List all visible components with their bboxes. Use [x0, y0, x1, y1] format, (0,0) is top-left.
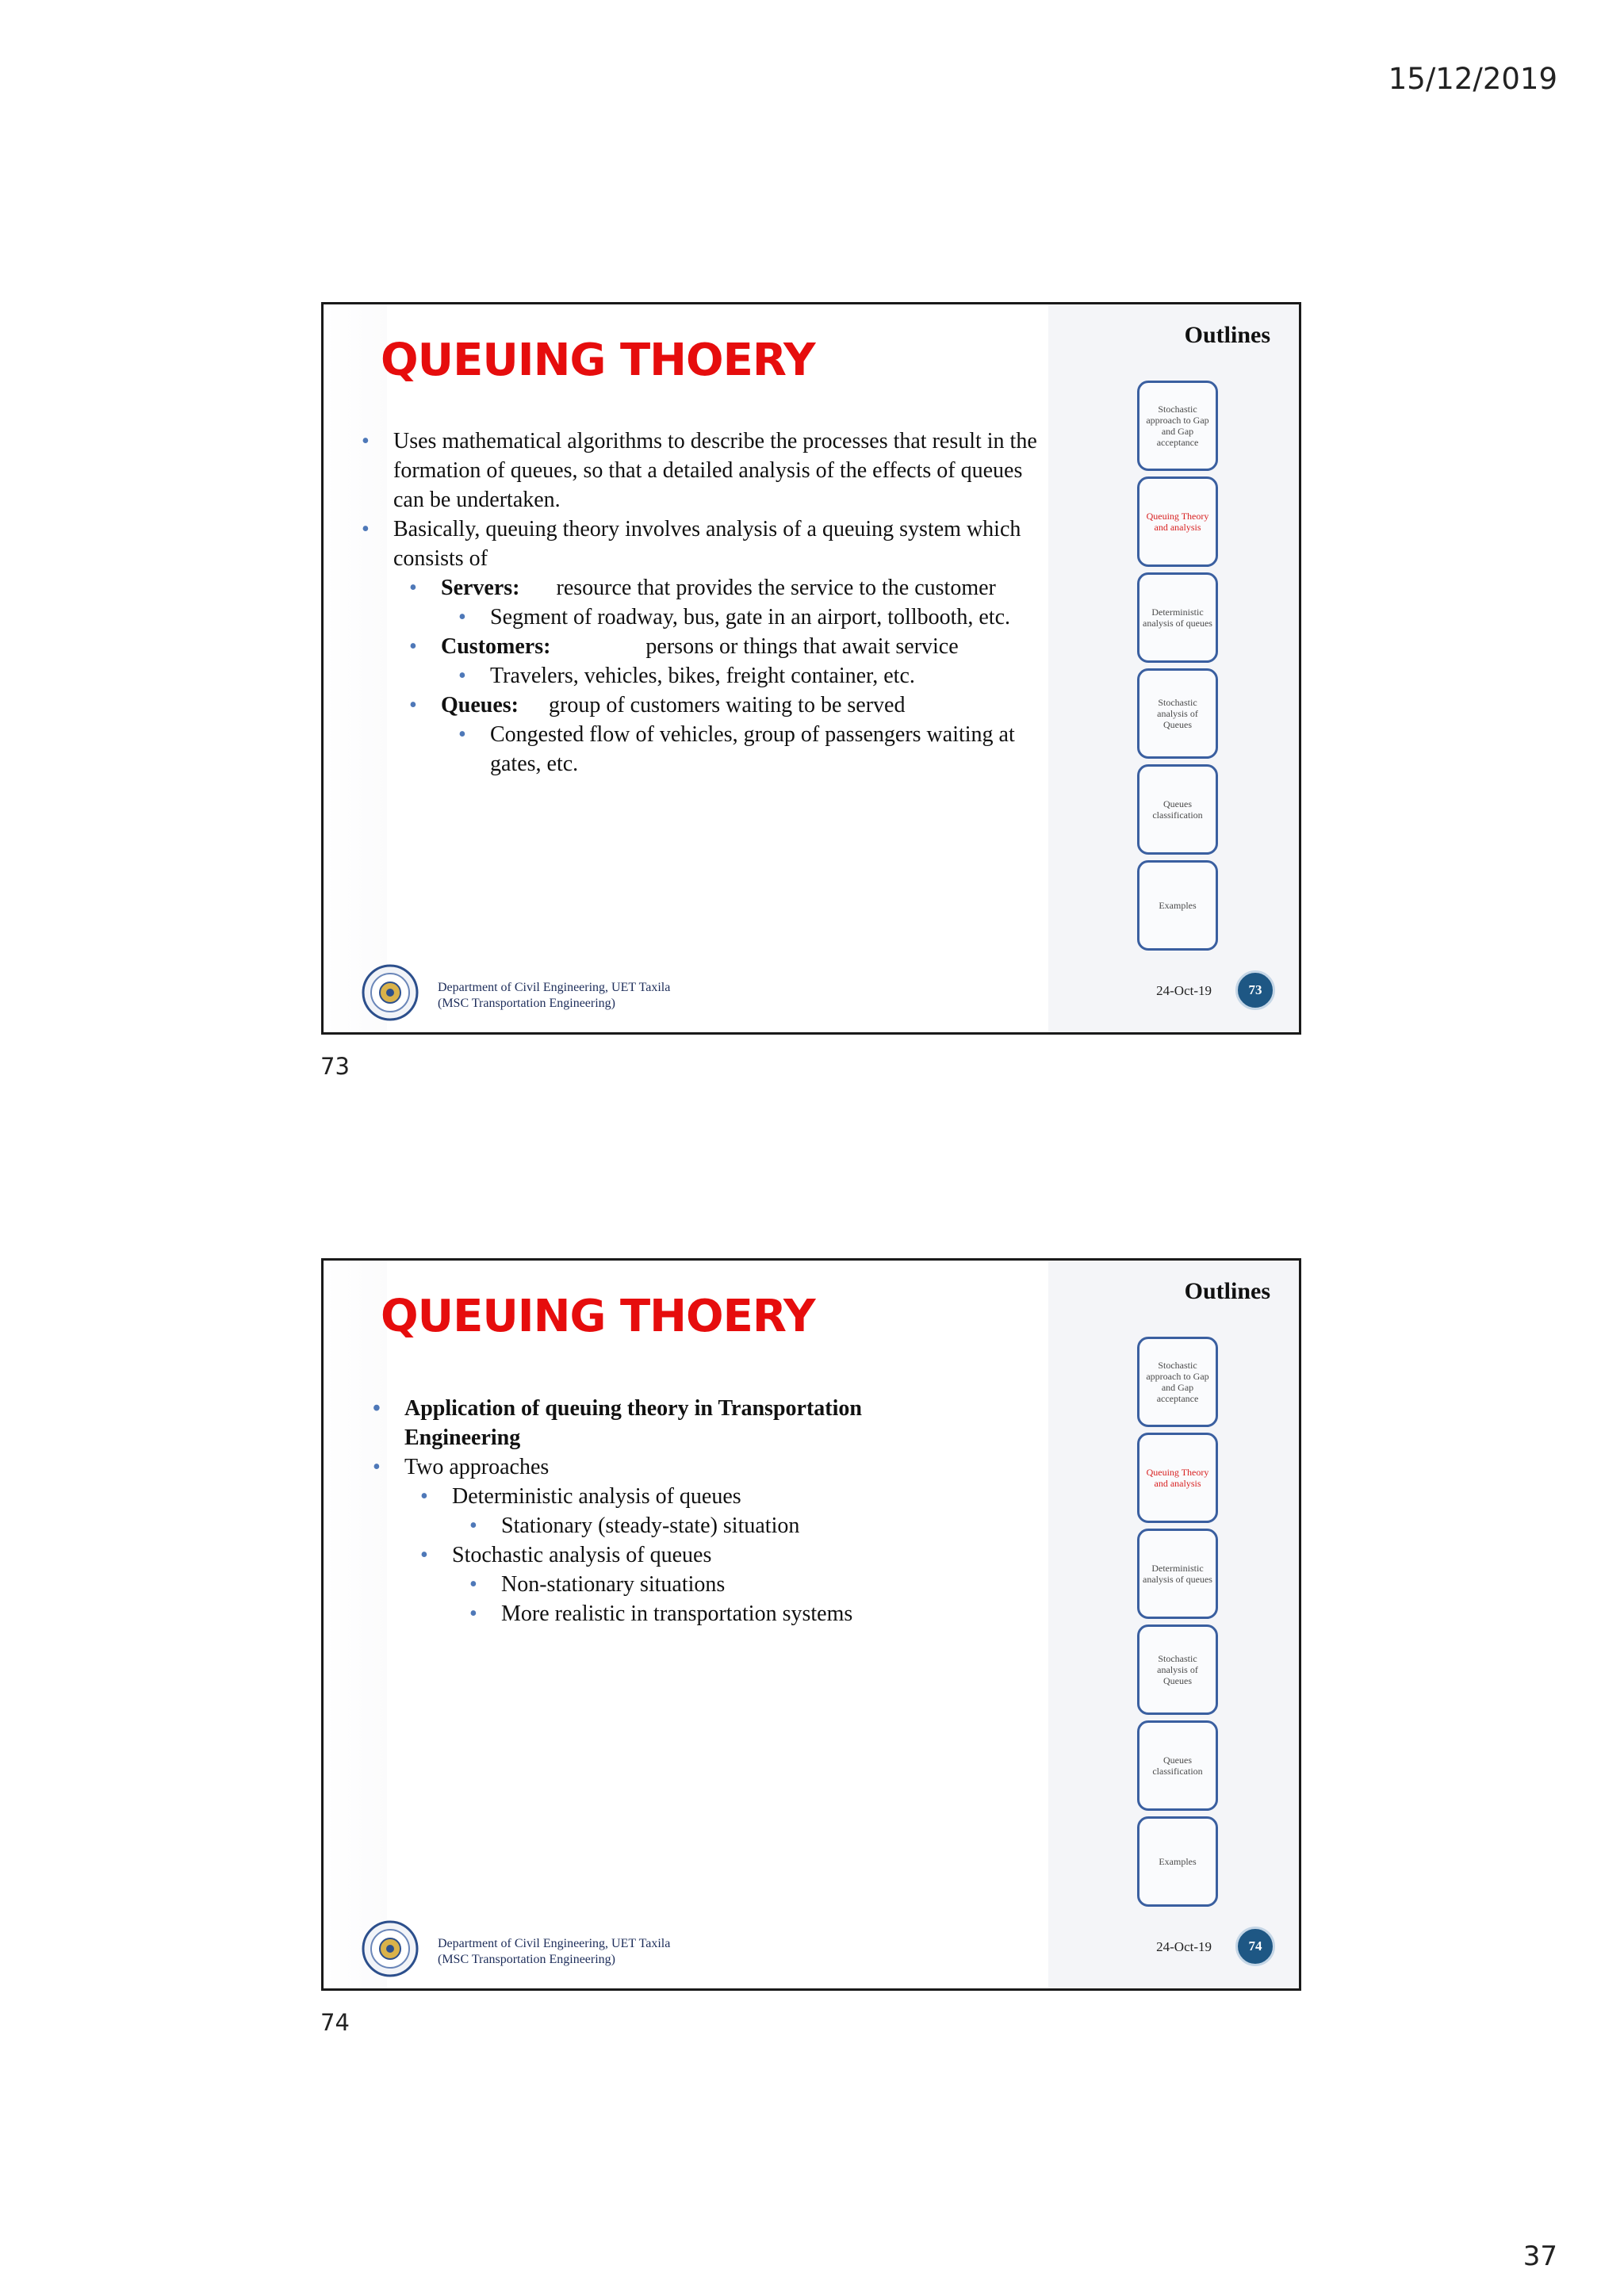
slide-body	[371, 1394, 974, 1628]
outlines-heading: Outlines	[1184, 1278, 1270, 1304]
university-logo-icon	[362, 1920, 419, 1977]
bullet-item	[371, 1482, 974, 1511]
term-definition: persons or things that await service	[645, 634, 959, 659]
bullet-item	[360, 603, 1042, 632]
bullet-text: More realistic in transportation systems	[501, 1601, 853, 1626]
footer-date: 24-Oct-19	[1156, 1939, 1212, 1954]
bullet-item	[371, 1452, 974, 1482]
outline-list	[1137, 381, 1221, 956]
bullet-item	[371, 1511, 974, 1540]
bullet-text: Stochastic analysis of queues	[452, 1543, 712, 1567]
bullet-text: Deterministic analysis of queues	[452, 1484, 741, 1509]
footer-date: 24-Oct-19	[1156, 983, 1212, 998]
bullet-item	[360, 427, 1042, 515]
outline-item-stochastic[interactable]: Stochastic analysis of Queues	[1137, 668, 1218, 759]
slide-number-label: 74	[320, 2009, 350, 2036]
bullet-item	[371, 1570, 974, 1599]
outline-item-classification[interactable]: Queues classification	[1137, 1720, 1218, 1811]
bullet-text: Two approaches	[404, 1455, 550, 1479]
slide-body	[360, 427, 1042, 779]
page-number: 37	[1522, 2241, 1557, 2272]
bullet-text: Travelers, vehicles, bikes, freight container, etc.	[490, 664, 915, 688]
bullet-text: Non-stationary situations	[501, 1572, 726, 1597]
term-definition: group of customers waiting to be served	[549, 693, 906, 718]
slide-title: QUEUING THOERY	[381, 1291, 815, 1342]
outline-list	[1137, 1337, 1221, 1912]
page-date: 15/12/2019	[1388, 62, 1557, 96]
outline-item-queuing-theory[interactable]: Queuing Theory and analysis	[1137, 1433, 1218, 1523]
footer-dept-line: Department of Civil Engineering, UET Taxila	[438, 981, 671, 994]
outline-item-gap-acceptance[interactable]: Stochastic approach to Gap and Gap acceptance	[1137, 1337, 1218, 1427]
outline-item-examples[interactable]: Examples	[1137, 1816, 1218, 1907]
slide-number-label: 73	[320, 1053, 350, 1080]
bullet-item	[360, 720, 1042, 779]
footer-dept-line: (MSC Transportation Engineering)	[438, 997, 615, 1010]
bullet-item	[371, 1599, 974, 1628]
university-logo-icon	[362, 964, 419, 1021]
term-label: Servers:	[441, 576, 520, 600]
bullet-item	[360, 661, 1042, 691]
outline-item-queuing-theory[interactable]: Queuing Theory and analysis	[1137, 476, 1218, 567]
bullet-item	[371, 1394, 974, 1452]
bullet-item	[360, 691, 1042, 720]
outline-item-deterministic[interactable]: Deterministic analysis of queues	[1137, 572, 1218, 663]
slide-73	[321, 302, 1301, 1035]
bullet-text: Congested flow of vehicles, group of passengers waiting at gates, etc.	[490, 722, 1015, 776]
footer-department	[438, 1936, 670, 1968]
bullet-item	[360, 515, 1042, 573]
bullet-text: Segment of roadway, bus, gate in an airport, tollbooth, etc.	[490, 605, 1011, 629]
footer-dept-line: (MSC Transportation Engineering)	[438, 1953, 615, 1966]
outlines-heading: Outlines	[1184, 322, 1270, 348]
bullet-item	[360, 632, 1042, 661]
bullet-text: Application of queuing theory in Transportation Engineering	[404, 1396, 862, 1450]
slide-74	[321, 1258, 1301, 1991]
slide-number-badge: 74	[1235, 1927, 1275, 1966]
outline-item-examples[interactable]: Examples	[1137, 860, 1218, 951]
bullet-item	[360, 573, 1042, 603]
bullet-text: Uses mathematical algorithms to describe the processes that result in the formation of queues, so that a detailed analysis of the effects of queues can be undertaken.	[393, 429, 1037, 512]
term-definition: resource that provides the service to the customer	[556, 576, 996, 600]
term-label: Customers:	[441, 634, 551, 659]
outline-item-classification[interactable]: Queues classification	[1137, 764, 1218, 855]
bullet-item	[371, 1540, 974, 1570]
outline-item-gap-acceptance[interactable]: Stochastic approach to Gap and Gap acceptance	[1137, 381, 1218, 471]
bullet-text: Basically, queuing theory involves analysis of a queuing system which consists of	[393, 517, 1021, 571]
outline-item-stochastic[interactable]: Stochastic analysis of Queues	[1137, 1624, 1218, 1715]
bullet-text: Stationary (steady-state) situation	[501, 1513, 800, 1538]
slide-title: QUEUING THOERY	[381, 335, 815, 386]
slide-number-badge: 73	[1235, 970, 1275, 1010]
footer-dept-line: Department of Civil Engineering, UET Taxila	[438, 1937, 671, 1950]
footer-department	[438, 980, 670, 1012]
outline-item-deterministic[interactable]: Deterministic analysis of queues	[1137, 1529, 1218, 1619]
term-label: Queues:	[441, 693, 519, 718]
